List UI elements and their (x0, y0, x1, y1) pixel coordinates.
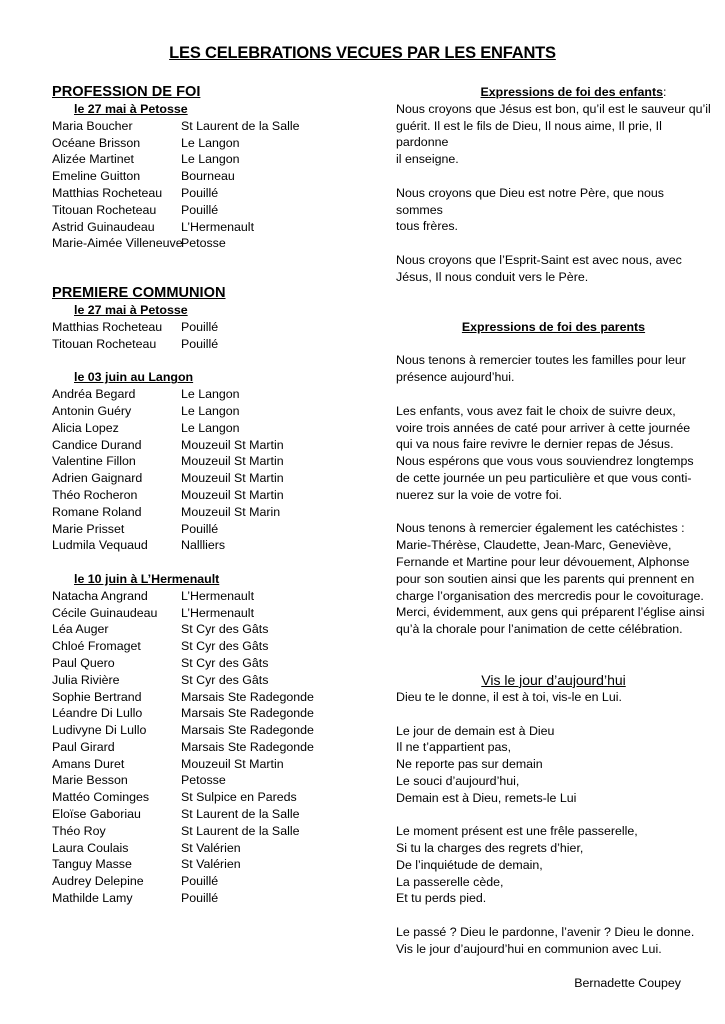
person-parish: Mouzeuil St Martin (181, 437, 284, 452)
person-row (52, 420, 392, 437)
person-parish: L’Hermenault (181, 588, 255, 603)
person-name: Marie Prisset (52, 521, 125, 536)
person-row (52, 689, 392, 706)
person-name: Paul Quero (52, 655, 115, 670)
person-row (52, 621, 392, 638)
poem-line: Le passé ? Dieu le pardonne, l’avenir ? Dieu le donne. (396, 925, 695, 940)
person-name: Titouan Rocheteau (52, 202, 157, 217)
poem-line: Vis le jour d’aujourd’hui en communion avec Lui. (396, 941, 662, 956)
person-parish: L’Hermenault (181, 605, 255, 620)
person-row (52, 705, 392, 722)
profession-list (52, 118, 392, 252)
text-line: Nous croyons que Dieu est notre Père, que nous sommes (396, 185, 664, 217)
person-parish: Pouillé (181, 891, 219, 906)
communion-groups (52, 302, 392, 907)
person-name: Andréa Begard (52, 387, 136, 402)
poem-author: Bernadette Coupey (574, 975, 681, 990)
person-row (52, 386, 392, 403)
text-line: Merci, évidemment, aux gens qui préparent l’église ainsi (396, 605, 705, 620)
person-name: Paul Girard (52, 739, 115, 754)
poem-line: Et tu perds pied. (396, 891, 487, 906)
person-parish: Nallliers (181, 538, 226, 553)
person-name: Tanguy Masse (52, 857, 132, 872)
person-parish: Mouzeuil St Martin (181, 487, 284, 502)
person-parish: St Cyr des Gâts (181, 655, 269, 670)
person-parish: St Cyr des Gâts (181, 622, 269, 637)
person-name: Alizée Martinet (52, 152, 134, 167)
person-name: Candice Durand (52, 437, 142, 452)
person-row (52, 235, 392, 252)
person-name: Julia Rivière (52, 672, 120, 687)
text-line: pour son soutien ainsi que les parents qui prennent en (396, 571, 695, 586)
person-name: Cécile Guinaudeau (52, 605, 158, 620)
parents-expressions (396, 352, 711, 638)
poem-line: Ne reporte pas sur demain (396, 757, 543, 772)
person-row (52, 605, 392, 622)
person-row (52, 655, 392, 672)
children-expressions-heading: Expressions de foi des enfants: (480, 85, 667, 99)
person-name: Matthias Rocheteau (52, 185, 163, 200)
person-parish: Mouzeuil St Martin (181, 454, 284, 469)
person-name: Marie-Aimée Villeneuve (52, 236, 183, 251)
parents-expressions-heading: Expressions de foi des parents (461, 319, 646, 334)
person-row (52, 336, 392, 353)
poem (396, 689, 711, 958)
communion-date: le 10 juin à L’Hermenault (74, 571, 220, 586)
person-row (52, 219, 392, 236)
person-row (52, 521, 392, 538)
poem-line: Le jour de demain est à Dieu (396, 723, 555, 738)
person-name: Mathilde Lamy (52, 891, 133, 906)
person-name: Maria Boucher (52, 118, 133, 133)
communion-date: le 03 juin au Langon (74, 370, 194, 385)
person-name: Théo Roy (52, 823, 106, 838)
person-parish: Mouzeuil St Marin (181, 504, 281, 519)
person-parish: St Sulpice en Pareds (181, 790, 297, 805)
person-parish: Marsais Ste Radegonde (181, 739, 314, 754)
person-row (52, 135, 392, 152)
person-name: Chloé Fromaget (52, 639, 141, 654)
person-parish: Pouillé (181, 319, 219, 334)
person-row (52, 588, 392, 605)
poem-line: Le moment présent est une frêle passerelle, (396, 824, 638, 839)
person-row (52, 856, 392, 873)
person-parish: St Laurent de la Salle (181, 823, 300, 838)
person-row (52, 504, 392, 521)
person-parish: Mouzeuil St Martin (181, 756, 284, 771)
person-name: Emeline Guitton (52, 169, 141, 184)
person-name: Titouan Rocheteau (52, 336, 157, 351)
text-line: Jésus, Il nous conduit vers le Père. (396, 269, 589, 284)
person-row (52, 487, 392, 504)
person-name: Ludivyne Di Lullo (52, 723, 147, 738)
person-row (52, 806, 392, 823)
communion-date: le 27 mai à Petosse (74, 303, 188, 318)
person-row (52, 453, 392, 470)
person-row (52, 890, 392, 907)
person-name: Sophie Bertrand (52, 689, 142, 704)
person-name: Léandre Di Lullo (52, 706, 143, 721)
person-name: Amans Duret (52, 756, 125, 771)
text-line: guérit. Il est le fils de Dieu, Il nous aime, Il prie, Il pardonne (396, 118, 662, 150)
text-line: tous frères. (396, 219, 458, 234)
person-row (52, 789, 392, 806)
person-row (52, 756, 392, 773)
person-name: Adrien Gaignard (52, 471, 143, 486)
person-name: Laura Coulais (52, 840, 129, 855)
person-parish: Marsais Ste Radegonde (181, 706, 314, 721)
person-parish: St Laurent de la Salle (181, 807, 300, 822)
person-name: Alicia Lopez (52, 420, 119, 435)
person-name: Audrey Delepine (52, 874, 144, 889)
text-line: de cette journée un peu particulière et que vous conti- (396, 470, 692, 485)
communion-heading: PREMIERE COMMUNION (52, 285, 226, 302)
person-parish: Pouillé (181, 874, 219, 889)
poem-line: Dieu te le donne, il est à toi, vis-le en Lui. (396, 689, 622, 704)
person-row (52, 739, 392, 756)
person-name: Valentine Fillon (52, 454, 136, 469)
person-row (52, 873, 392, 890)
person-row (52, 672, 392, 689)
text-line: charge l’organisation des mercredis pour le covoiturage. (396, 588, 704, 603)
person-row (52, 202, 392, 219)
person-parish: Pouillé (181, 185, 219, 200)
person-parish: Marsais Ste Radegonde (181, 723, 314, 738)
person-name: Marie Besson (52, 773, 128, 788)
text-line: Nous espérons que vous vous souviendrez longtemps (396, 454, 694, 469)
profession-date: le 27 mai à Petosse (74, 102, 188, 116)
text-line: Fernande et Martine pour leur dévouement, Alphonse (396, 554, 690, 569)
person-row (52, 168, 392, 185)
person-name: Océane Brisson (52, 135, 141, 150)
person-parish: Petosse (181, 773, 226, 788)
person-parish: Pouillé (181, 521, 219, 536)
person-parish: St Valérien (181, 857, 241, 872)
poem-line: De l’inquiétude de demain, (396, 857, 543, 872)
text-line: présence aujourd’hui. (396, 370, 515, 385)
person-row (52, 185, 392, 202)
poem-line: Demain est à Dieu, remets-le Lui (396, 790, 577, 805)
person-parish: St Valérien (181, 840, 241, 855)
text-line: Nous croyons que Jésus est bon, qu’il est le sauveur qu’il (396, 101, 711, 116)
text-line: qu’à la chorale pour l’animation de cette célébration. (396, 622, 683, 637)
person-parish: Pouillé (181, 202, 219, 217)
person-name: Romane Roland (52, 504, 142, 519)
person-parish: Petosse (181, 236, 226, 251)
person-row (52, 537, 392, 554)
person-row (52, 319, 392, 336)
person-parish: Le Langon (181, 387, 240, 402)
person-name: Eloïse Gaboriau (52, 807, 141, 822)
person-row (52, 470, 392, 487)
text-line: Marie-Thérèse, Claudette, Jean-Marc, Geneviève, (396, 538, 672, 553)
person-row (52, 772, 392, 789)
poem-line: Il ne t’appartient pas, (396, 740, 512, 755)
text-line: voire trois années de caté pour arriver à cette journée (396, 420, 691, 435)
poem-line: Si tu la charges des regrets d’hier, (396, 841, 584, 856)
person-parish: Le Langon (181, 403, 240, 418)
text-line: Nous tenons à remercier toutes les familles pour leur (396, 353, 686, 368)
poem-line: La passerelle cède, (396, 874, 504, 889)
text-line: Nous croyons que l’Esprit-Saint est avec nous, avec (396, 252, 682, 267)
person-parish: Bourneau (181, 169, 235, 184)
text-line: Les enfants, vous avez fait le choix de suivre deux, (396, 403, 676, 418)
text-line: qui va nous faire revivre le dernier repas de Jésus. (396, 437, 674, 452)
person-row (52, 403, 392, 420)
person-name: Astrid Guinaudeau (52, 219, 155, 234)
right-column (396, 84, 711, 991)
person-parish: Le Langon (181, 135, 240, 150)
person-parish: St Cyr des Gâts (181, 639, 269, 654)
person-parish: Mouzeuil St Martin (181, 471, 284, 486)
person-name: Ludmila Vequaud (52, 538, 148, 553)
person-parish: Le Langon (181, 420, 240, 435)
poem-line: Le souci d’aujourd’hui, (396, 773, 520, 788)
person-parish: Pouillé (181, 336, 219, 351)
person-row (52, 437, 392, 454)
person-row (52, 638, 392, 655)
person-name: Mattéo Cominges (52, 790, 150, 805)
person-name: Antonin Guéry (52, 403, 132, 418)
left-column (52, 84, 392, 907)
person-name: Léa Auger (52, 622, 109, 637)
person-parish: St Laurent de la Salle (181, 118, 300, 133)
person-parish: Le Langon (181, 152, 240, 167)
person-parish: L’Hermenault (181, 219, 255, 234)
text-line: Nous tenons à remercier également les catéchistes : (396, 521, 685, 536)
profession-heading: PROFESSION DE FOI (52, 84, 201, 100)
person-name: Théo Rocheron (52, 487, 138, 502)
person-row (52, 823, 392, 840)
person-parish: Marsais Ste Radegonde (181, 689, 314, 704)
page-title: LES CELEBRATIONS VECUES PAR LES ENFANTS (169, 44, 556, 62)
person-row (52, 151, 392, 168)
person-parish: St Cyr des Gâts (181, 672, 269, 687)
poem-heading: Vis le jour d’aujourd’hui (481, 671, 626, 688)
person-row (52, 722, 392, 739)
person-row (52, 118, 392, 135)
children-expressions (396, 101, 711, 286)
person-name: Matthias Rocheteau (52, 319, 163, 334)
text-line: il enseigne. (396, 152, 459, 167)
person-name: Natacha Angrand (52, 588, 148, 603)
text-line: nuerez sur la voie de votre foi. (396, 487, 562, 502)
person-row (52, 840, 392, 857)
